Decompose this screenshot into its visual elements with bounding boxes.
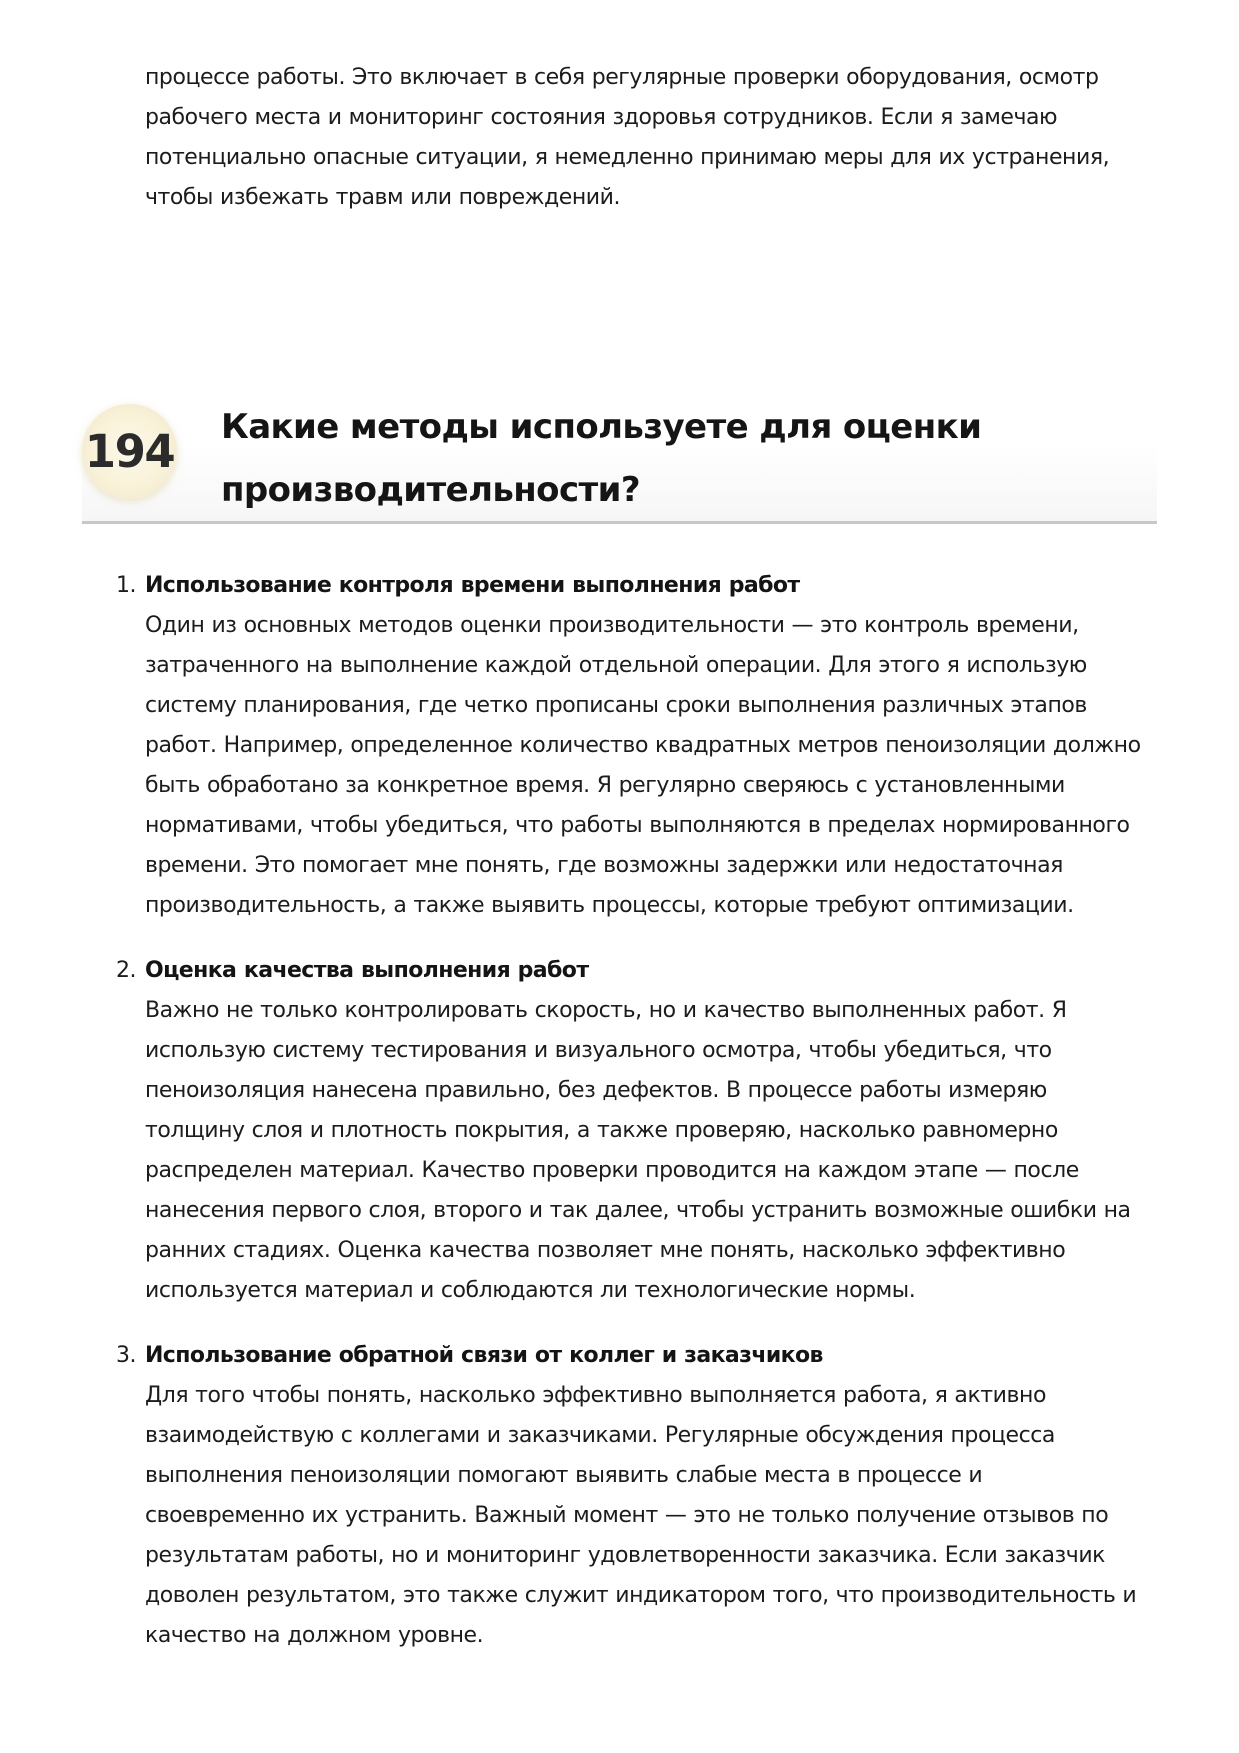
answer-item (116, 1336, 1145, 1656)
answer-heading: Использование обратной связи от коллег и заказчиков (145, 1343, 823, 1368)
question-number-badge: 194 (82, 404, 177, 499)
answer-number: 2. (116, 958, 137, 983)
answer-number: 1. (116, 573, 137, 598)
answer-list (116, 566, 1145, 1681)
question-header (82, 392, 1157, 524)
intro-paragraph: процессе работы. Это включает в себя регулярные проверки оборудования, осмотр рабочего места и мониторинг состояния здоровья сотрудников. Если я замечаю потенциально опасные ситуации, я немедленно принимаю меры для их устранения, чтобы избежать травм или повреждений. (145, 65, 1110, 210)
answer-item (116, 566, 1145, 926)
answer-text: Важно не только контролировать скорость, но и качество выполненных работ. Я использую систему тестирования и визуального осмотра, чтобы убедиться, что пеноизоляция нанесена правильно, без дефектов. В процессе работы измеряю толщину слоя и плотность покрытия, а также проверяю, насколько равномерно распределен материал. Качество проверки проводится на каждом этапе — после нанесения первого слоя, второго и так далее, чтобы устранить возможные ошибки на ранних стадиях. Оценка качества позволяет мне понять, насколько эффективно используется материал и соблюдаются ли технологические нормы. (145, 998, 1131, 1303)
answer-item (116, 951, 1145, 1311)
answer-number: 3. (116, 1343, 137, 1368)
question-title: Какие методы используете для оценки производительности? (221, 407, 982, 510)
answer-heading: Использование контроля времени выполнения работ (145, 573, 800, 598)
answer-heading: Оценка качества выполнения работ (145, 958, 589, 983)
answer-text: Для того чтобы понять, насколько эффективно выполняется работа, я активно взаимодействую с коллегами и заказчиками. Регулярные обсуждения процесса выполнения пеноизоляции помогают выявить слабые места в процессе и своевременно их устранить. Важный момент — это не только получение отзывов по результатам работы, но и мониторинг удовлетворенности заказчика. Если заказчик доволен результатом, это также служит индикатором того, что производительность и качество на должном уровне. (145, 1383, 1137, 1648)
answer-text: Один из основных методов оценки производительности — это контроль времени, затраченного на выполнение каждой отдельной операции. Для этого я использую систему планирования, где четко прописаны сроки выполнения различных этапов работ. Например, определенное количество квадратных метров пеноизоляции должно быть обработано за конкретное время. Я регулярно сверяюсь с установленными нормативами, чтобы убедиться, что работы выполняются в пределах нормированного времени. Это помогает мне понять, где возможны задержки или недостаточная производительность, а также выявить процессы, которые требуют оптимизации. (145, 613, 1141, 918)
